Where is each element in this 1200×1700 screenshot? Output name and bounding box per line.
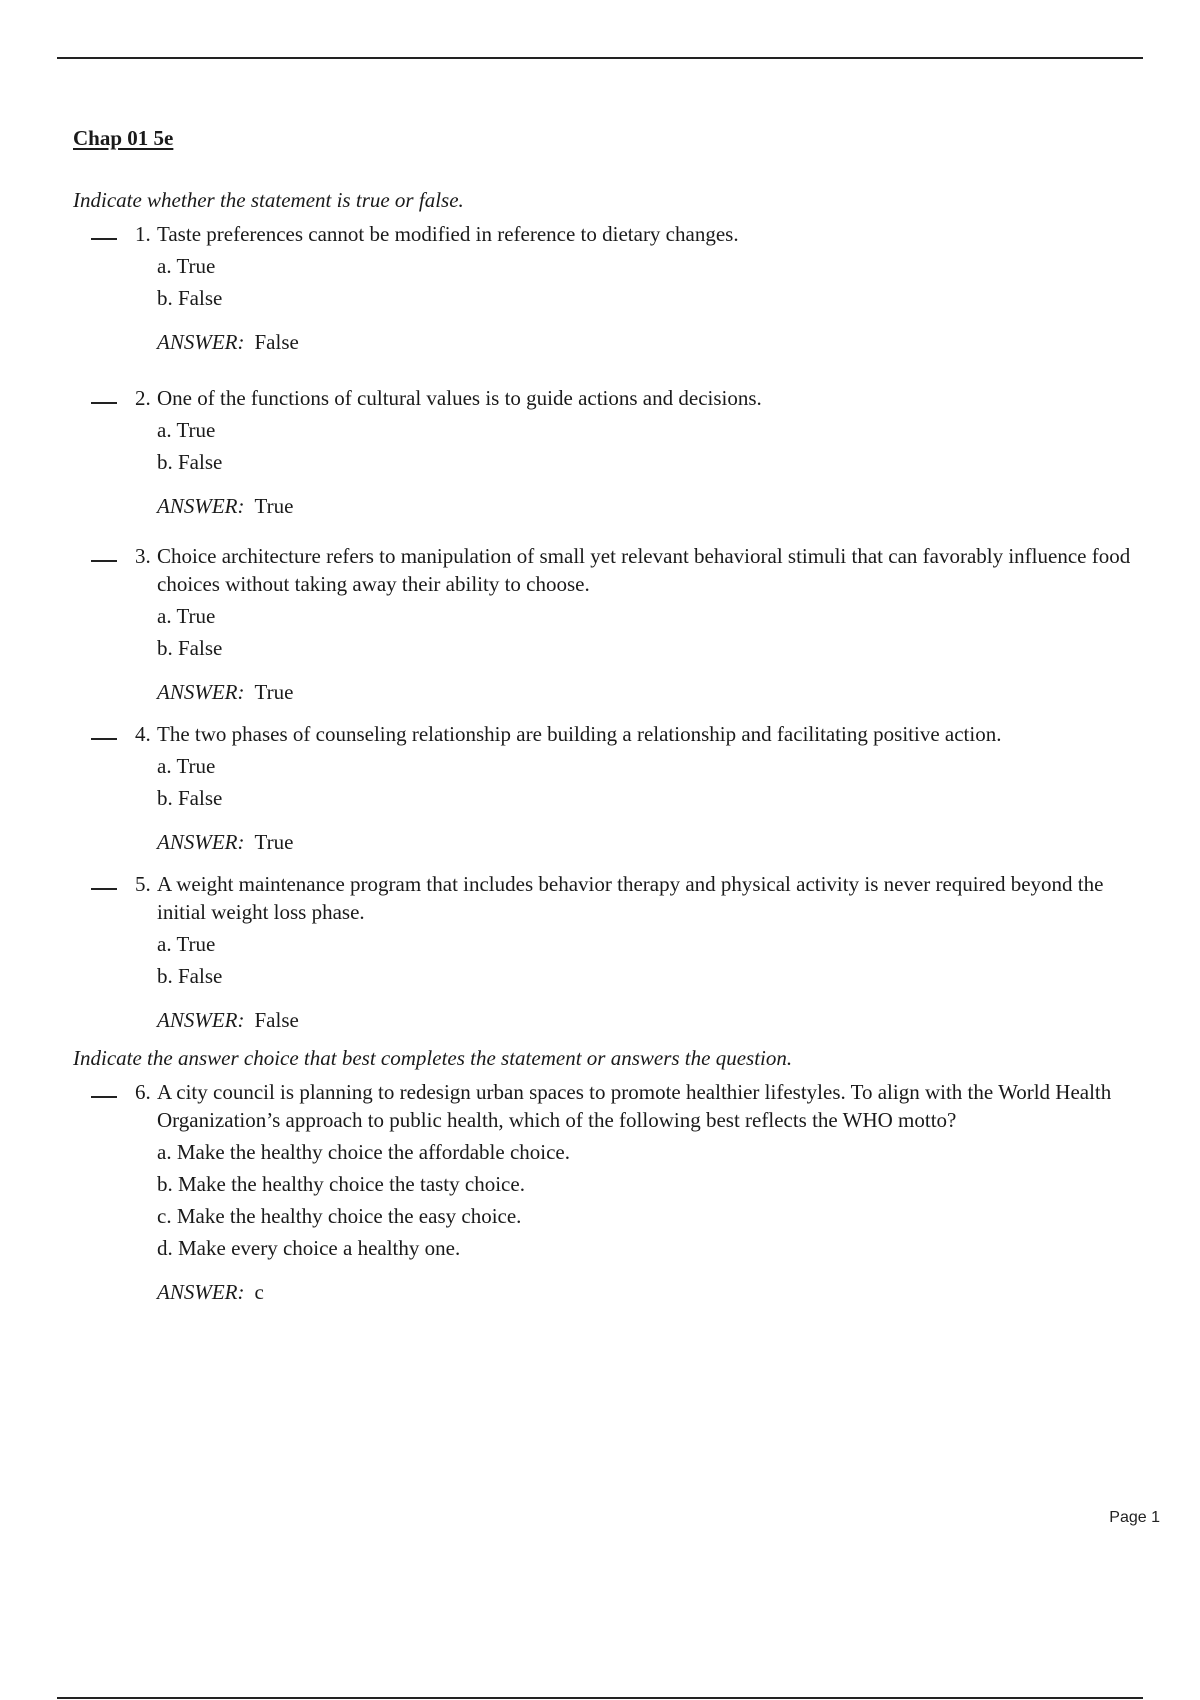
- question-3: [73, 542, 1153, 706]
- answer-blank[interactable]: [91, 238, 117, 240]
- section-instruction-true-false: Indicate whether the statement is true or false.: [73, 188, 464, 212]
- answer-label: ANSWER:: [157, 680, 245, 704]
- option-c: c. Make the healthy choice the easy choice.: [157, 1204, 522, 1228]
- option-a: a. True: [157, 254, 216, 278]
- answer-blank[interactable]: [91, 560, 117, 562]
- question-number: 6.: [135, 1080, 151, 1104]
- option-a: a. True: [157, 754, 216, 778]
- answer-label: ANSWER:: [157, 330, 245, 354]
- question-4: [73, 720, 1153, 856]
- question-5: [73, 870, 1153, 1034]
- question-text: [135, 220, 1153, 248]
- question-text: [135, 870, 1153, 926]
- question-statement: The two phases of counseling relationship are building a relationship and facilitating positive action.: [157, 722, 1002, 746]
- question-text: [135, 720, 1153, 748]
- answer-blank[interactable]: [91, 738, 117, 740]
- page-number: Page 1: [1109, 1509, 1160, 1526]
- question-number: 5.: [135, 872, 151, 896]
- question-number: 2.: [135, 386, 151, 410]
- answer-value: True: [254, 680, 294, 704]
- question-number: 3.: [135, 544, 151, 568]
- question-number: 1.: [135, 222, 151, 246]
- answer-blank[interactable]: [91, 1096, 117, 1098]
- option-a: a. Make the healthy choice the affordable choice.: [157, 1140, 570, 1164]
- question-text: [135, 1078, 1153, 1134]
- option-a: a. True: [157, 604, 216, 628]
- answer-value: True: [254, 494, 294, 518]
- option-list: [157, 750, 1153, 814]
- top-rule: [57, 57, 1143, 59]
- option-b: b. False: [157, 964, 223, 988]
- answer-value: False: [254, 330, 299, 354]
- answer-label: ANSWER:: [157, 1280, 245, 1304]
- option-list: [157, 414, 1153, 478]
- answer-line: [157, 828, 1153, 856]
- option-b: b. False: [157, 636, 223, 660]
- option-list: [157, 928, 1153, 992]
- question-statement: Taste preferences cannot be modified in reference to dietary changes.: [157, 222, 739, 246]
- answer-line: [157, 328, 1153, 356]
- answer-value: c: [254, 1280, 264, 1304]
- option-b: b. Make the healthy choice the tasty choice.: [157, 1172, 525, 1196]
- question-1: [73, 220, 1153, 356]
- option-a: a. True: [157, 418, 216, 442]
- answer-value: True: [254, 830, 294, 854]
- answer-label: ANSWER:: [157, 1008, 245, 1032]
- document-title: Chap 01 5e: [73, 126, 174, 150]
- option-list: [157, 1136, 1153, 1264]
- question-statement: One of the functions of cultural values is to guide actions and decisions.: [157, 386, 762, 410]
- option-list: [157, 250, 1153, 314]
- section-instruction-multiple-choice: Indicate the answer choice that best completes the statement or answers the question.: [73, 1046, 793, 1070]
- document-body: [73, 124, 1153, 1306]
- question-text: [135, 542, 1153, 598]
- question-statement: A city council is planning to redesign urban spaces to promote healthier lifestyles. To align with the World Health Organization’s approach to public health, which of the following best reflects the WHO motto?: [157, 1080, 1112, 1132]
- question-number: 4.: [135, 722, 151, 746]
- answer-line: [157, 1278, 1153, 1306]
- answer-blank[interactable]: [91, 888, 117, 890]
- bottom-rule: [57, 1697, 1143, 1699]
- answer-value: False: [254, 1008, 299, 1032]
- answer-blank[interactable]: [91, 402, 117, 404]
- option-a: a. True: [157, 932, 216, 956]
- option-b: b. False: [157, 450, 223, 474]
- answer-line: [157, 1006, 1153, 1034]
- question-statement: Choice architecture refers to manipulation of small yet relevant behavioral stimuli that can favorably influence food choices without taking away their ability to choose.: [157, 544, 1131, 596]
- answer-line: [157, 678, 1153, 706]
- option-d: d. Make every choice a healthy one.: [157, 1236, 461, 1260]
- answer-label: ANSWER:: [157, 494, 245, 518]
- option-list: [157, 600, 1153, 664]
- question-2: [73, 384, 1153, 520]
- question-text: [135, 384, 1153, 412]
- option-b: b. False: [157, 286, 223, 310]
- answer-line: [157, 492, 1153, 520]
- question-statement: A weight maintenance program that includes behavior therapy and physical activity is never required beyond the initial weight loss phase.: [157, 872, 1104, 924]
- option-b: b. False: [157, 786, 223, 810]
- answer-label: ANSWER:: [157, 830, 245, 854]
- question-6: [73, 1078, 1153, 1306]
